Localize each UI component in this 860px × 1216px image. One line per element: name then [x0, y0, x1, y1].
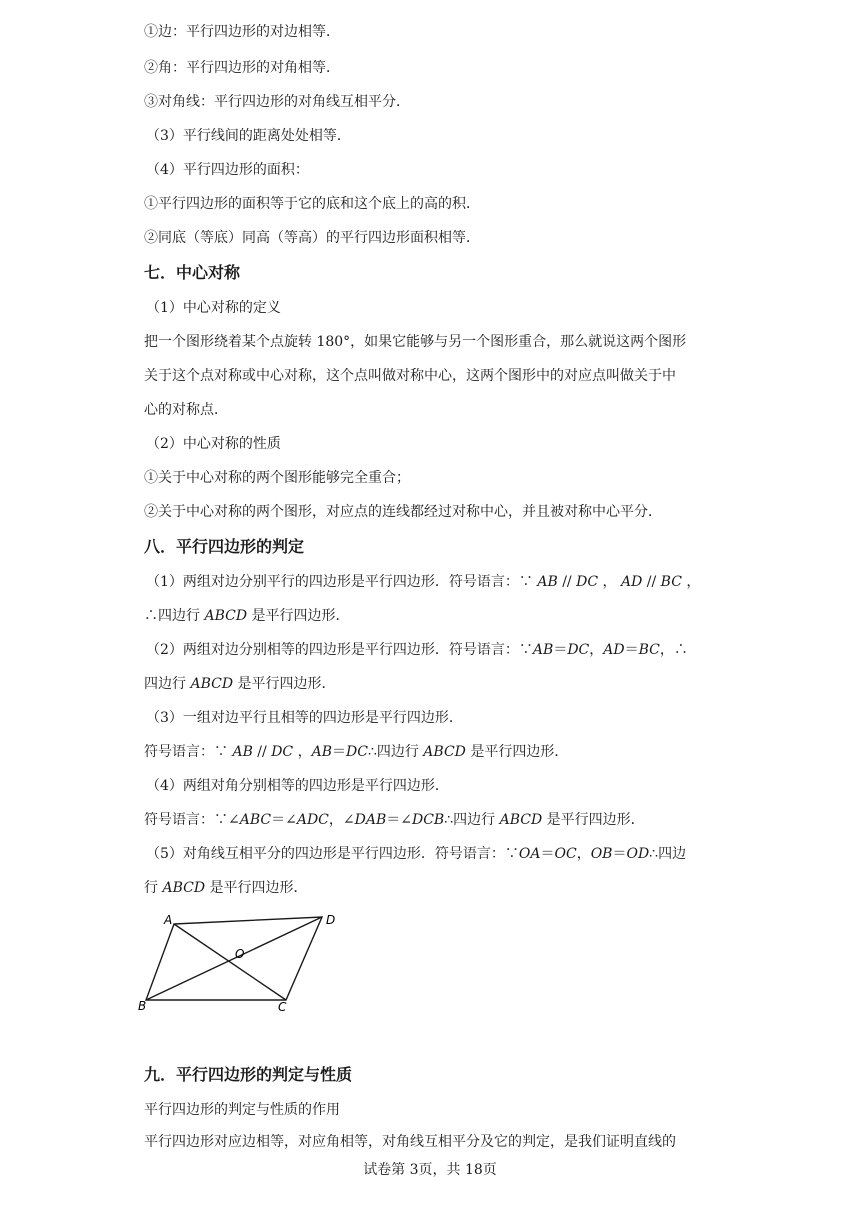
- text-line: ②角：平行四边形的对角相等．: [144, 60, 340, 76]
- text-line: ①平行四边形的面积等于它的底和这个底上的高的积．: [144, 196, 480, 212]
- text-line: 平行四边形对应边相等，对应角相等，对角线互相平分及它的判定，是我们证明直线的: [144, 1134, 676, 1150]
- label-b: B: [138, 999, 147, 1012]
- text-line: ①边：平行四边形的对边相等．: [144, 24, 340, 40]
- text-line: （3）一组对边平行且相等的四边形是平行四边形．: [146, 710, 463, 726]
- text-line: （5）对角线互相平分的四边形是平行四边形．符号语言：∵OA＝OC，OB＝OD∴四边: [146, 846, 687, 862]
- text-line: （2）中心对称的性质: [146, 436, 281, 452]
- text-line: ②同底（等底）同高（等高）的平行四边形面积相等．: [144, 230, 480, 246]
- text-line: 把一个图形绕着某个点旋转 180°，如果它能够与另一个图形重合，那么就说这两个图形: [144, 334, 687, 350]
- text-line: 四边行 ABCD 是平行四边形．: [144, 676, 336, 692]
- text-line: （3）平行线间的距离处处相等．: [146, 128, 351, 144]
- page-footer: 试卷第 3页，共 18页: [363, 1162, 497, 1178]
- text-line: ③对角线：平行四边形的对角线互相平分．: [144, 94, 410, 110]
- text-line: 行 ABCD 是平行四边形．: [144, 880, 308, 896]
- text-line: （4）两组对角分别相等的四边形是平行四边形．: [146, 778, 449, 794]
- text-line: （1）两组对边分别平行的四边形是平行四边形．符号语言：∵ AB // DC ， AD // BC ，: [146, 574, 701, 590]
- label-d: D: [326, 913, 336, 927]
- text-line: （4）平行四边形的面积：: [146, 162, 309, 178]
- text-line: （2）两组对边分别相等的四边形是平行四边形．符号语言：∵AB＝DC，AD＝BC，∴: [146, 642, 688, 658]
- section-heading: 七．中心对称: [144, 263, 241, 282]
- text-line: （1）中心对称的定义: [146, 300, 281, 316]
- text-line: 符号语言：∵ AB // DC ，AB＝DC∴四边行 ABCD 是平行四边形．: [144, 744, 569, 760]
- text-line: 平行四边形的判定与性质的作用: [144, 1102, 340, 1118]
- text-line: 符号语言：∵∠ABC＝∠ADC，∠DAB＝∠DCB∴四边行 ABCD 是平行四边形．: [144, 812, 645, 828]
- label-o: O: [235, 947, 245, 961]
- section-heading: 八．平行四边形的判定: [144, 537, 305, 556]
- label-c: C: [278, 1000, 287, 1012]
- text-line: 关于这个点对称或中心对称，这个点叫做对称中心，这两个图形中的对应点叫做关于中: [144, 368, 676, 384]
- parallelogram-figure: [138, 912, 358, 1012]
- text-line: 心的对称点．: [144, 402, 228, 418]
- text-line: ①关于中心对称的两个图形能够完全重合；: [144, 470, 410, 486]
- label-a: A: [164, 913, 173, 927]
- text-line: ②关于中心对称的两个图形，对应点的连线都经过对称中心，并且被对称中心平分．: [144, 504, 662, 520]
- text-line: ∴四边行 ABCD 是平行四边形．: [144, 608, 350, 624]
- diagonal-ac: [174, 924, 286, 1000]
- section-heading: 九．平行四边形的判定与性质: [144, 1065, 353, 1084]
